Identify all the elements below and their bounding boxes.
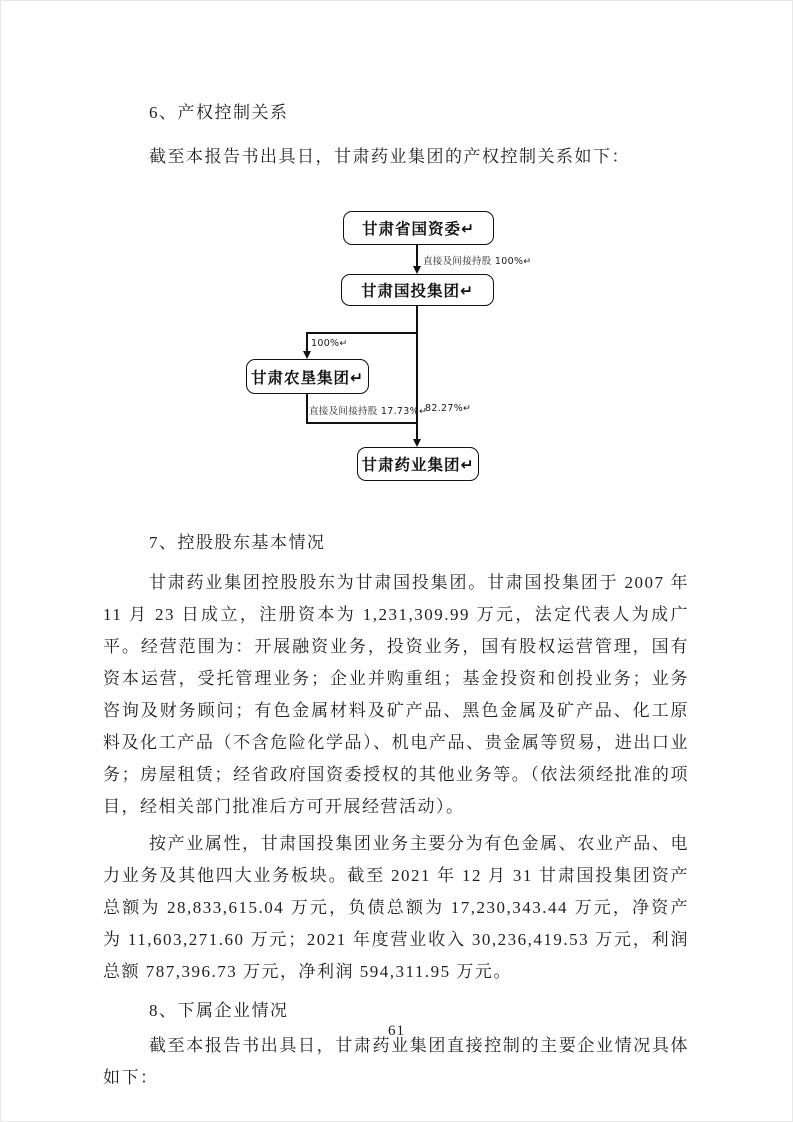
org-node-gansu-nongken-group: 甘肃农垦集团↵ xyxy=(246,359,369,394)
connector-vline-nongken xyxy=(306,332,308,351)
section-8-heading: 8、下属企业情况 xyxy=(149,1001,289,1020)
org-node-gansu-guotou-group: 甘肃国投集团↵ xyxy=(341,274,494,306)
arrow-down-icon xyxy=(413,439,421,447)
section-7-para-1: 甘肃药业集团控股股东为甘肃国投集团。甘肃国投集团于 2007 年 11 月 23 日成立，注册资本为 1,231,309.99 万元，法定代表人为成广平。经营范围为：开展融资业务，投资业务，国有股权运营管理，国有资本运营，受托管理业务；企业并购重组；基金投资和创投业务；业务咨询及财务顾问；有色金属材料及矿产品、黑色金属及矿产品、化工原料及化工产品（不含危险化学品）、机电产品、贵金属等贸易，进出口业务；房屋租赁；经省政府国资委授权的其他业务等。（依法须经批准的项目，经相关部门批准后方可开展经营活动）。 xyxy=(103,573,689,816)
section-6-intro: 截至本报告书出具日，甘肃药业集团的产权控制关系如下： xyxy=(149,147,630,166)
section-7-para-2: 按产业属性，甘肃国投集团业务主要分为有色金属、农业产品、电力业务及其他四大业务板块。截至 2021 年 12 月 31 甘肃国投集团资产总额为 28,833,615.04 万元，负债总额为 17,230,343.44 万元，净资产为 11,603,271.60 万元；2021 年度营业收入 30,236,419.53 万元，利润总额 787,396.73 万元，净利润 594,311.95 万元。 xyxy=(103,834,689,981)
edge-label-direct-indirect-17-73: 直接及间接持股 17.73%↵ xyxy=(309,406,428,417)
arrow-down-icon xyxy=(303,351,311,359)
section-6-heading: 6、产权控制关系 xyxy=(149,103,289,122)
section-8-intro: 截至本报告书出具日，甘肃药业集团直接控制的主要企业情况具体如下： xyxy=(103,1036,689,1087)
section-7-heading: 7、控股股东基本情况 xyxy=(149,533,326,552)
edge-label-82-27: 82.27%↵ xyxy=(425,403,472,414)
connector-vline-sasac-guotou xyxy=(416,245,418,267)
org-node-gansu-pharma-group: 甘肃药业集团↵ xyxy=(357,447,479,481)
connector-hline-upper-branch xyxy=(306,332,418,334)
connector-vline-main xyxy=(416,306,418,439)
connector-vline-nongken-down xyxy=(306,394,308,424)
equity-structure-diagram xyxy=(103,211,689,481)
connector-hline-lower-branch xyxy=(306,422,418,424)
edge-label-direct-indirect-100: 直接及间接持股 100%↵ xyxy=(423,256,532,267)
org-node-gansu-sasac: 甘肃省国资委↵ xyxy=(343,211,494,245)
page-number: 61 xyxy=(388,1023,405,1039)
edge-label-100: 100%↵ xyxy=(311,338,348,349)
arrow-down-icon xyxy=(413,266,421,274)
